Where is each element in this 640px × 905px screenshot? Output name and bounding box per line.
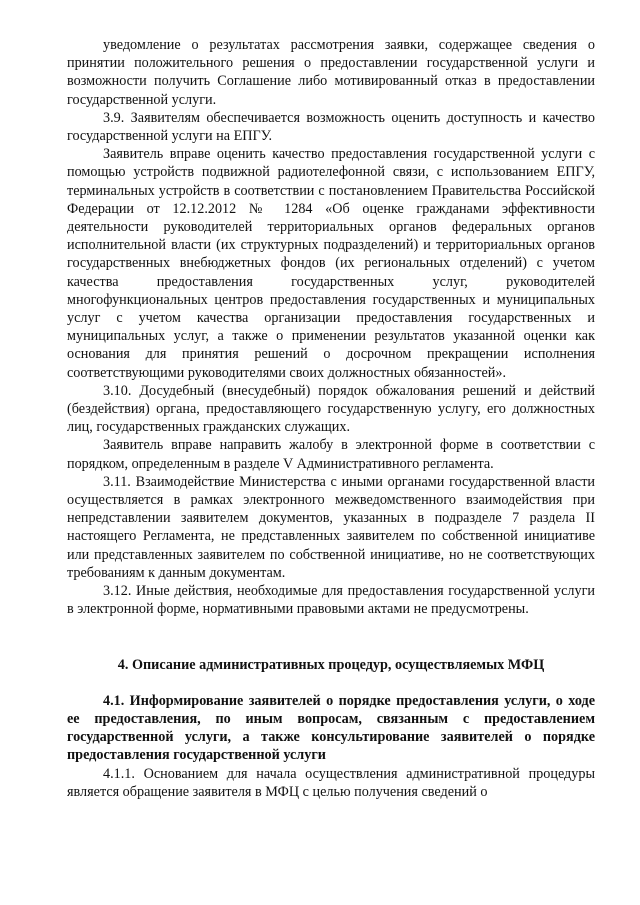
paragraph-complaint: Заявитель вправе направить жалобу в электронной форме в соответствии с порядком, определенным в разделе V Административного регламента. (67, 437, 595, 472)
paragraph-3-10: 3.10. Досудебный (внесудебный) порядок обжалования решений и действий (бездействия) органа, предоставляющего государственную услугу, его должностных лиц, государственных гражданских служащих. (67, 382, 595, 436)
paragraph-3-12: 3.12. Иные действия, необходимые для предоставления государственной услуги в электронной форме, нормативными правовыми актами не предусмотрены. (67, 583, 595, 618)
paragraph-3-9: 3.9. Заявителям обеспечивается возможность оценить доступность и качество государственной услуги на ЕПГУ. (67, 109, 595, 145)
paragraph-4-1-1: 4.1.1. Основанием для начала осуществления административной процедуры является обращение заявителя в МФЦ с целью получения сведений о (67, 765, 595, 800)
subsection-heading: 4.1. Информирование заявителей о порядке предоставления услуги, о ходе ее предоставления, по иным вопросам, связанным с предоставлением государственной услуги, а также консультирование заявителей о порядке предоставления государственной услуги (67, 692, 595, 764)
paragraph-3-11: 3.11. Взаимодействие Министерства с иными органами государственной власти осуществляется в рамках электронного межведомственного взаимодействия при непредставлении заявителем документов, указанных в подразделе 7 раздела II настоящего Регламента, не представленных заявителем по собственной инициативе или представленных заявителем по собственной инициативе, но не соответствующих требованиям к данным документам. (67, 473, 595, 581)
document-page (67, 36, 595, 801)
paragraph-notification: уведомление о результатах рассмотрения заявки, содержащее сведения о принятии положительного решения о предоставлении государственной услуги и возможности получить Соглашение либо мотивированный отказ в предоставлении государственной услуги. (67, 37, 595, 108)
paragraph-quality-assessment: Заявитель вправе оценить качество предоставления государственной услуги с помощью устройств подвижной радиотелефонной связи, с использованием ЕПГУ, терминальных устройств в соответствии с постановлением Правительства Российской Федерации от 12.12.2012 № 1284 «Об оценке гражданами эффективности деятельности руководителей территориальных органов федеральных органов исполнительной власти (их структурных подразделений) и территориальных органов государственных внебюджетных фондов (их региональных отделений) с учетом качества предоставления государственных услуг, руководителей многофункциональных центров предоставления государственных и муниципальных услуг с учетом качества организации предоставления государственных и муниципальных услуг, а также о применении результатов указанной оценки как основания для принятия решений о досрочном прекращении исполнения соответствующими руководителями своих должностных обязанностей». (67, 146, 595, 381)
section-heading: 4. Описание административных процедур, осуществляемых МФЦ (117, 656, 545, 673)
